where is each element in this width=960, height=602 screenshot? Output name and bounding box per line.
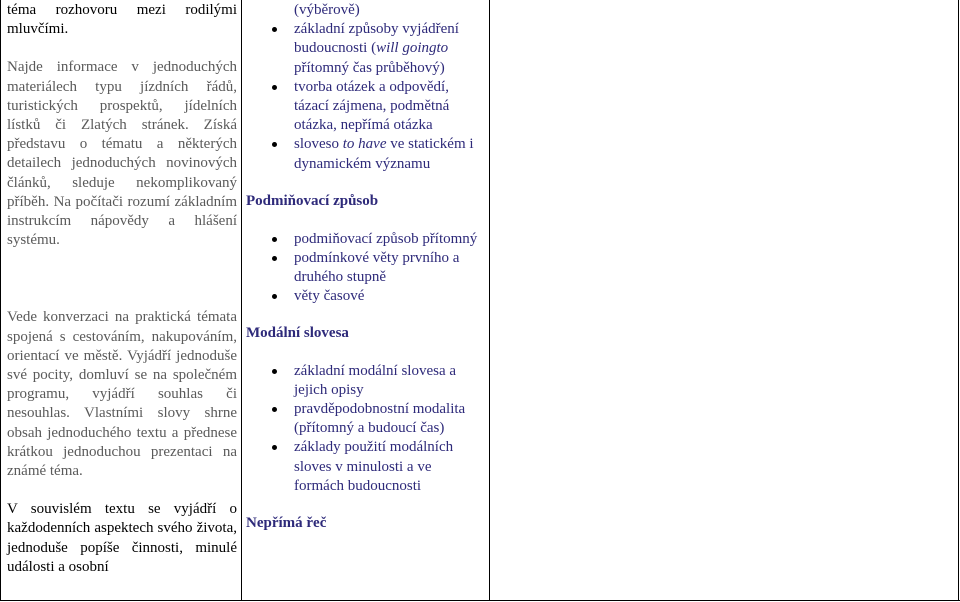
middle-top-line: (výběrově)	[294, 2, 360, 18]
table-divider-1	[241, 0, 242, 601]
heading-conditional: Podmiňovací způsob	[246, 192, 379, 209]
left-column	[7, 1, 237, 577]
bullet-icon	[272, 445, 277, 450]
list-item: tvorba otázek a odpovědí, tázací zájmena, podmětná otázka, nepřímá otázka	[246, 78, 484, 136]
list-item: pravděpodobnostní modalita (přítomný a budoucí čas)	[246, 400, 484, 438]
heading-modal: Modální slovesa	[246, 324, 349, 341]
left-paragraph-4: V souvislém textu se vyjádří o každodenních aspektech svého života, jednoduše popíše činnosti, minulé události a osobní	[7, 501, 237, 575]
table-border-left	[0, 0, 1, 601]
left-paragraph-1: téma rozhovoru mezi rodilými mluvčími.	[7, 2, 237, 38]
middle-column	[246, 1, 484, 533]
left-paragraph-3: Vede konverzaci na praktická témata spojená s cestováním, nakupováním, orientací ve městě. Vyjádří jednoduše své pocity, domluví se na společném programu, vyjádří souhlas či nesouhlas. Vlastními slovy shrne obsah jednoduchého textu a přednese krátkou jednoduchou prezentaci na známé téma.	[7, 309, 237, 480]
list-item: podmínkové věty prvního a druhého stupně	[246, 249, 484, 287]
bullet-icon	[272, 294, 277, 299]
list-item: základní modální slovesa a jejich opisy	[246, 362, 484, 400]
bullet-icon	[272, 256, 277, 261]
list-item: podmiňovací způsob přítomný	[246, 230, 484, 249]
bullet-icon	[272, 237, 277, 242]
table-border-right	[958, 0, 959, 601]
right-column-empty-cell	[494, 0, 954, 598]
list-item: základní způsoby vyjádření budoucnosti (will goingto přítomný čas průběhový)	[246, 20, 484, 78]
grammar-list-1	[246, 20, 484, 174]
list-item: věty časové	[246, 287, 484, 306]
grammar-list-3	[246, 362, 484, 496]
left-paragraph-2: Najde informace v jednoduchých materiálech typu jízdních řádů, turistických prospektů, jídelních lístků či Zlatých stránek. Získá představu o tématu a některých detailech jednoduchých novinových článků, sleduje nekomplikovaný příběh. Na počítači rozumí základním instrukcím nápovědy a hlášení systému.	[7, 59, 237, 249]
list-item: základy použití modálních sloves v minulosti a ve formách budoucnosti	[246, 438, 484, 496]
table-divider-2	[489, 0, 490, 601]
table-border-bottom	[0, 600, 960, 601]
bullet-icon	[272, 27, 277, 32]
grammar-list-2	[246, 230, 484, 307]
list-item: sloveso to have ve statickém i dynamickém významu	[246, 135, 484, 173]
heading-reported-speech: Nepřímá řeč	[246, 515, 327, 532]
bullet-icon	[272, 85, 277, 90]
bullet-icon	[272, 369, 277, 374]
bullet-icon	[272, 142, 277, 147]
bullet-icon	[272, 407, 277, 412]
